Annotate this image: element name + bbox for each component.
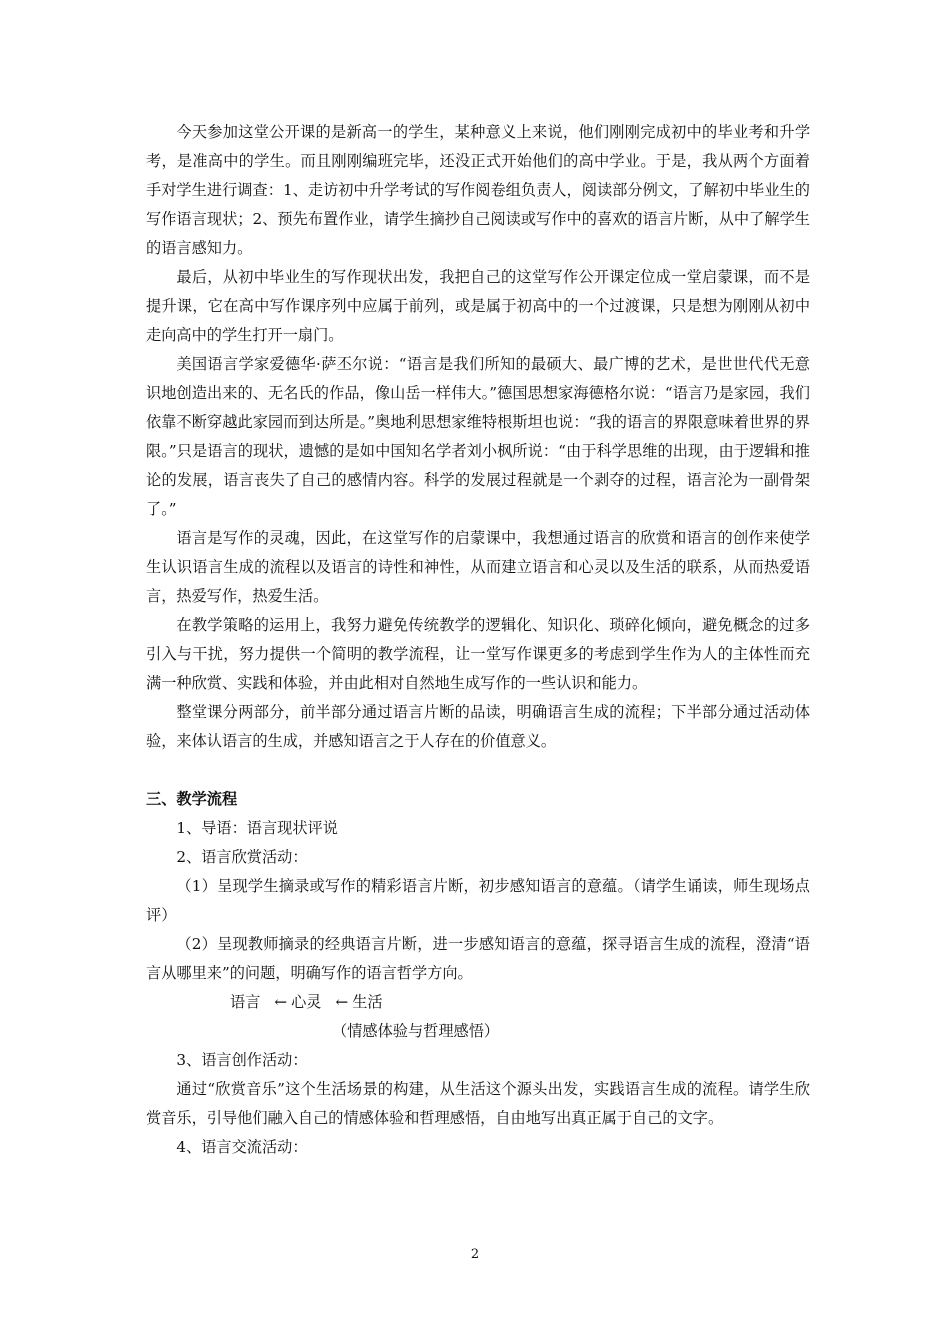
paragraph-survey: 今天参加这堂公开课的是新高一的学生，某种意义上来说，他们刚刚完成初中的毕业考和升学考，是准高中的学生。而且刚刚编班完毕，还没正式开始他们的高中学业。于是，我从两个方面着手对学生进行调查：1、走访初中升学考试的写作阅卷组负责人，阅读部分例文，了解初中毕业生的写作语言现状；2、预先布置作业，请学生摘抄自己阅读或写作中的喜欢的语言片断，从中了解学生的语言感知力。 — [146, 123, 810, 257]
left-arrow-icon: ← — [274, 993, 288, 1011]
paragraph-quotes: 美国语言学家爱德华·萨丕尔说：“语言是我们所知的最硕大、最广博的艺术，是世世代代无意识地创造出来的、无名氏的作品，像山岳一样伟大。”德国思想家海德格尔说：“语言乃是家园，我们依靠不断穿越此家园而到达所是。”奥地利思想家维特根斯坦也说：“我的语言的界限意味着世界的界限。”只是语言的现状，遗憾的是如中国知名学者刘小枫所说：“由于科学思维的出现，由于逻辑和推论的发展，语言丧失了自己的感情内容。科学的发展过程就是一个剥夺的过程，语言沦为一副骨架了。” — [146, 355, 810, 518]
paragraph-strategy: 在教学策略的运用上，我努力避免传统教学的逻辑化、知识化、琐碎化倾向，避免概念的过多引入与干扰，努力提供一个简明的教学流程，让一堂写作课更多的考虑到学生作为人的主体性而充满一种欣赏、实践和体验，并由此相对自然地生成写作的一些认识和能力。 — [146, 616, 810, 692]
page-number: 2 — [470, 1247, 480, 1262]
flow-item-heart: 心灵 — [291, 993, 322, 1011]
step-appreciation: 2、语言欣赏活动： — [176, 848, 308, 866]
document-page — [146, 118, 810, 1162]
step-creation-text: 通过“欣赏音乐”这个生活场景的构建，从生活这个源头出发，实践语言生成的流程。请学生欣赏音乐，引导他们融入自己的情感体验和哲理感悟，自由地写出真正属于自己的文字。 — [146, 1080, 810, 1127]
language-flow-diagram — [146, 988, 810, 1017]
paragraph-structure: 整堂课分两部分，前半部分通过语言片断的品读，明确语言生成的流程；下半部分通过活动体验，来体认语言的生成，并感知语言之于人存在的价值意义。 — [146, 703, 810, 750]
left-arrow-icon: ← — [335, 993, 349, 1011]
step-appreciation-sub1: （1）呈现学生摘录或写作的精彩语言片断，初步感知语言的意蕴。（请学生诵读，师生现场点评） — [146, 877, 810, 924]
step-appreciation-sub2: （2）呈现教师摘录的经典语言片断，进一步感知语言的意蕴，探寻语言生成的流程，澄清“语言从哪里来”的问题，明确写作的语言哲学方向。 — [146, 935, 810, 982]
paragraph-positioning: 最后，从初中毕业生的写作现状出发，我把自己的这堂写作公开课定位成一堂启蒙课，而不是提升课，它在高中写作课序列中应属于前列，或是属于初高中的一个过渡课，只是想为刚刚从初中走向高中的学生打开一扇门。 — [146, 268, 810, 344]
section-heading: 三、教学流程 — [146, 790, 238, 808]
flow-item-life: 生活 — [352, 993, 383, 1011]
step-exchange: 4、语言交流活动： — [176, 1138, 308, 1156]
step-creation: 3、语言创作活动： — [176, 1051, 308, 1069]
step-intro: 1、导语：语言现状评说 — [176, 819, 338, 837]
flow-annotation: （情感体验与哲理感悟） — [332, 1022, 500, 1040]
paragraph-language-soul: 语言是写作的灵魂，因此，在这堂写作的启蒙课中，我想通过语言的欣赏和语言的创作来使学生认识语言生成的流程以及语言的诗性和神性，从而建立语言和心灵以及生活的联系，从而热爱语言，热爱写作，热爱生活。 — [146, 529, 810, 605]
flow-item-language: 语言 — [230, 993, 261, 1011]
